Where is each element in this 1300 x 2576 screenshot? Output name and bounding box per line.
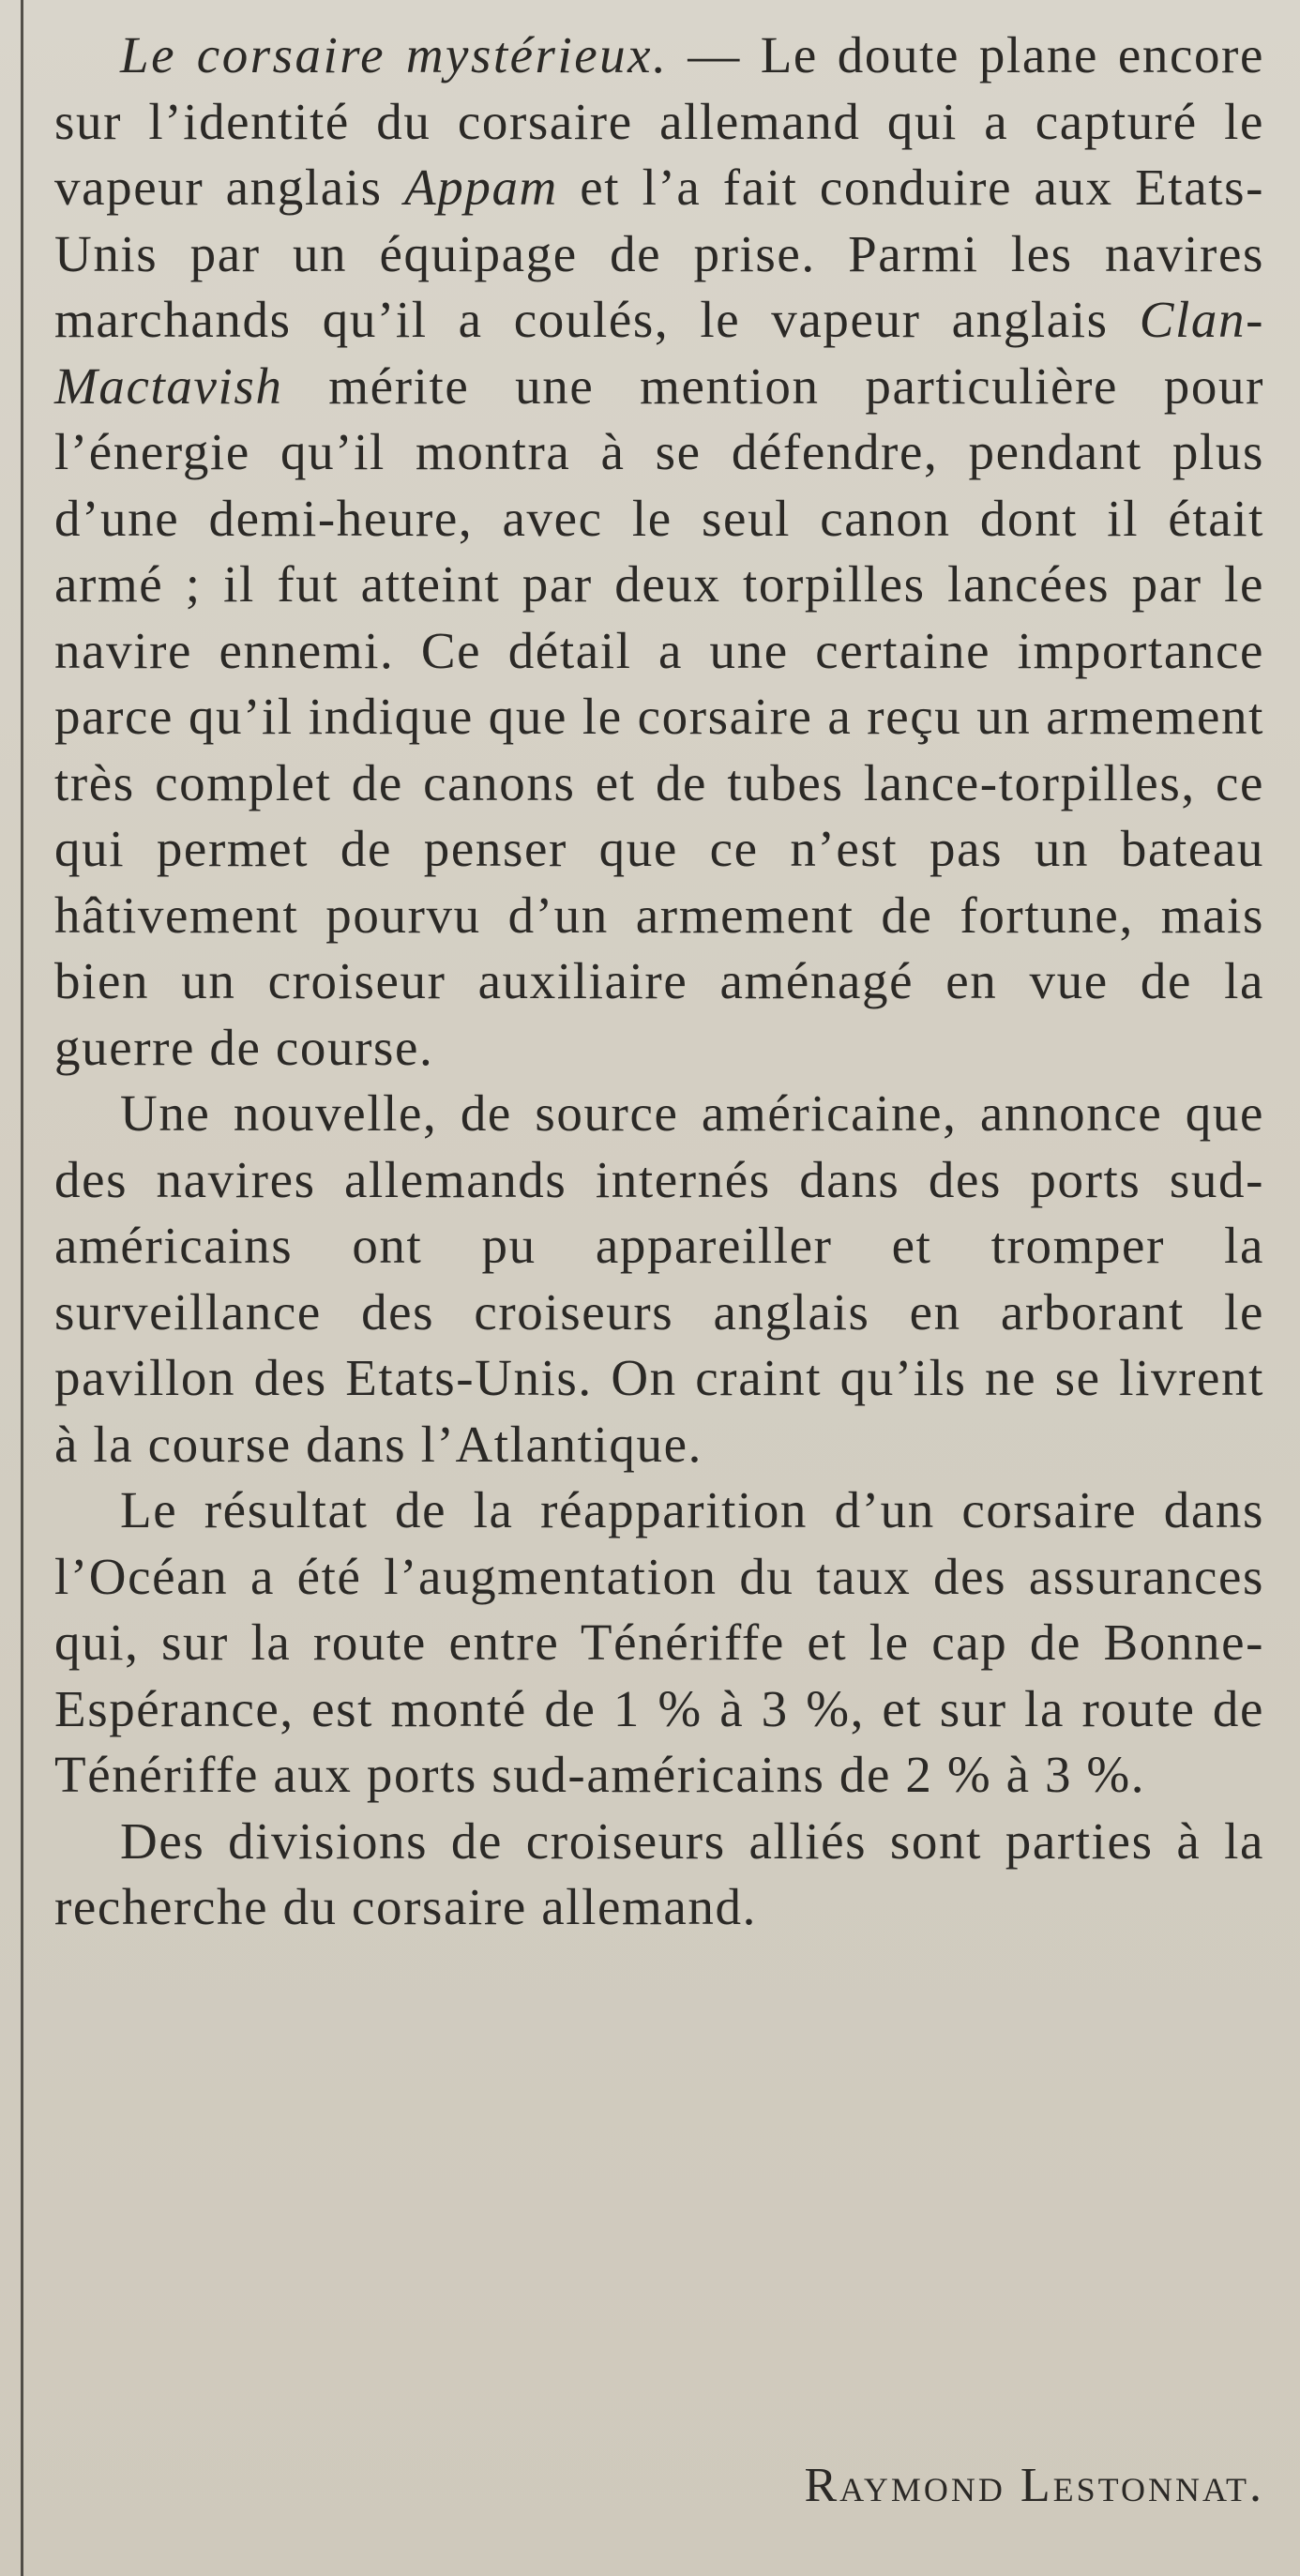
ship-name-clan-mactavish: Clan-Mactavish (54, 291, 1264, 415)
paragraph-3: Le résultat de la réapparition d’un corsaire dans l’Océan a été l’augmentation du taux des assurances qui, sur la route entre Ténériffe et le cap de Bonne-Espérance, est monté de 1 % à 3 %, et sur la route de Ténériffe aux ports sud-américains de 2 % à 3 %. (54, 1481, 1264, 1803)
paragraph-1-text-b: et l’a fait conduire aux Etats-Unis par un équipage de prise. Parmi les navires marchands qu’il a coulés, le vapeur anglais (54, 159, 1264, 348)
paragraph-2: Une nouvelle, de source américaine, annonce que des navires allemands internés dans des ports sud-américains ont pu appareiller et tromper la surveillance des croiseurs anglais en arborant le pavillon des Etats-Unis. On craint qu’ils ne se livrent à la course dans l’Atlantique. (54, 1084, 1264, 1473)
paragraph-1-text-a: Le doute plane encore sur l’identité du corsaire allemand qui a capturé le vapeur anglais (54, 26, 1264, 216)
paragraph-1-text-c: mérite une mention particulière pour l’énergie qu’il montra à se défendre, pendant plus d’une demi-heure, avec le seul canon dont il était armé ; il fut atteint par deux torpilles lancées par le navire ennemi. Ce détail a une certaine importance parce qu’il indique que le corsaire a reçu un armement très complet de canons et de tubes lance-torpilles, ce qui permet de penser que ce n’est pas un bateau hâtivement pourvu d’un armement de fortune, mais bien un croiseur auxiliaire aménagé en vue de la guerre de course. (54, 356, 1264, 1076)
column-rule (21, 0, 23, 2576)
paragraph-1 (54, 23, 1264, 1081)
rubric-title: Le corsaire mystérieux. (120, 26, 669, 83)
author-signature: Raymond Lestonnat. (804, 2459, 1264, 2512)
paragraph-4: Des divisions de croiseurs alliés sont parties à la recherche du corsaire allemand. (54, 1811, 1264, 1935)
rubric-dash: — (668, 26, 761, 83)
ship-name-appam: Appam (404, 159, 558, 216)
article-body (54, 23, 1264, 1941)
